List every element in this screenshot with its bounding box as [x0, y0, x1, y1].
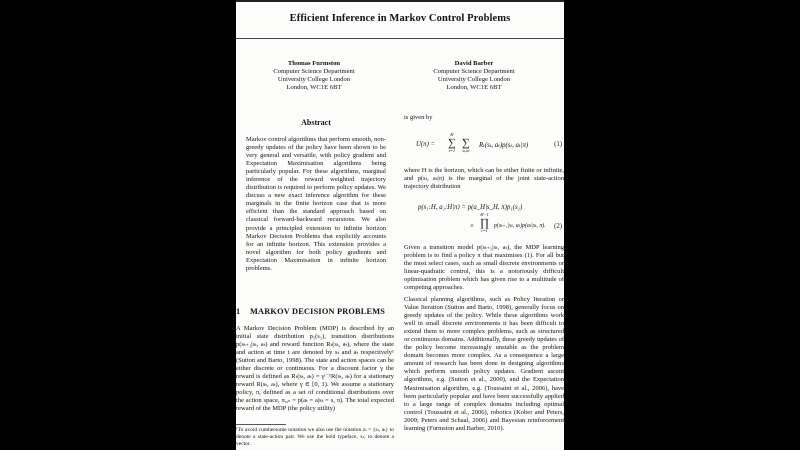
- equation-1: [404, 131, 564, 159]
- section-title: MARKOV DECISION PROBLEMS: [250, 307, 386, 316]
- product-symbol: ∏: [480, 217, 490, 229]
- paper-page: [236, 0, 564, 450]
- eq1-lhs: U(π) =: [416, 141, 436, 148]
- body-paragraph: where H is the horizon, which can be either finite or infinite, and p(sₜ, aₜ|π) is the marginal of the joint state-action trajectory distribution: [404, 167, 564, 191]
- eq2-lower-limit: t=1: [481, 228, 488, 233]
- author-univ: University College London: [437, 76, 511, 83]
- footnote: ¹To avoid cumbersome notation we also use the notation zₜ = {sₜ, aₜ} to denote a state-action pair. We use the bold typeface, xₜ, to denote a vector.: [236, 427, 394, 447]
- top-rule: [236, 0, 564, 2]
- author-city: London, WC1E 6BT: [446, 84, 502, 91]
- paper-title: Efficient Inference in Markov Control Problems: [289, 13, 511, 24]
- author-dept: Computer Science Department: [433, 68, 515, 75]
- left-body-text: [236, 325, 394, 414]
- abstract-heading: Abstract: [301, 118, 331, 127]
- body-paragraph: Given a transition model p(sₜ₊₁|sₜ, aₜ), the MDP learning problem is to find a policy π that maximises (1). For all but the most select cases, such as small discrete environments or linear-quadratic control, this is a notoriously difficult optimisation problem which has given rise to a multitude of competing approaches.: [404, 244, 564, 292]
- author-name: Thomas Furmston: [287, 60, 341, 67]
- eq2-product: [480, 212, 489, 234]
- right-paragraph-1: [404, 167, 564, 191]
- footnote-rule: [236, 424, 286, 425]
- author-city: London, WC1E 6BT: [286, 84, 342, 91]
- times-symbol: ×: [470, 223, 474, 230]
- sum-symbol: ∑: [448, 137, 456, 149]
- eq2-number: (2): [554, 223, 562, 230]
- eq1-sum-sa: [462, 138, 470, 154]
- eq1-number: (1): [554, 141, 562, 148]
- right-paragraph-3: [404, 296, 564, 433]
- author-name: David Barber: [454, 60, 494, 67]
- sum-symbol: ∑: [462, 137, 470, 149]
- section-number: 1: [236, 307, 241, 316]
- right-paragraph-2: [404, 244, 564, 292]
- body-paragraph: A Markov Decision Problem (MDP) is described by an initial state distribution p₁(s₁), transition distributions p(sₜ₊₁|sₜ, aₜ) and reward function Rₜ(sₜ, aₜ), where the state and action at time t are denoted by sₜ and aₜ respectively¹ (Sutton and Barto, 1998). The state and action spaces can be either discrete or continuous. For a discount factor γ the reward is defined as Rₜ(sₜ, aₜ) = γᵗ⁻¹R(sₜ, aₜ) for a stationary reward R(sₜ, aₜ), where γ ∈ [0, 1). We assume a stationary policy, π, defined as a set of conditional distributions over the action space, πₐ,ₛ = p(aₜ = a|sₜ = s, π). The total expected reward of the MDP (the policy utility): [236, 325, 394, 413]
- eq1-lower-limit: t=1: [448, 148, 456, 153]
- body-paragraph: Classical planning algorithms, such as Policy Iteration or Value Iteration (Sutton and Barto, 1998), generally focus on greedy updates of the policy. While these algorithms work well in small discrete environments it has been difficult to extend them to more complex problems, such as structured or continuous domains. Additionally, these greedy updates of the policy become increasingly unstable as the problem domain becomes more complex. As a consequence a large amount of research has been done in designing algorithms which perform smooth policy updates. Gradient ascent algorithms, e.g. (Sutton et al., 2000), and the Expectation Maximisation algorithm, e.g. (Toussaint et al., 2006), have been particularly popular and have been successfully applied to a large range of complex domains including optimal control (Toussaint et al., 2006), robotics (Kober and Peters, 2009; Peters and Schaal, 2006) and Bayesian reinforcement learning (Furmston and Barber, 2010).: [404, 296, 564, 432]
- section-heading: [236, 307, 385, 316]
- author-2: [414, 60, 534, 92]
- abstract-paragraph: Markov control algorithms that perform smooth, non-greedy updates of the policy have been shown to be very general and versatile, with policy gradient and Expectation Maximisation algorithms being particularly popular. For these algorithms, marginal inference of the reward weighted trajectory distribution is required to perform policy updates. We discuss a new exact inference algorithm for these marginals in the finite horizon case that is more efficient than the standard approach based on classical forward-backward recursions. We also provide a principled extension to infinite horizon Markov Decision Problems that explicitly accounts for an infinite horizon. This extension provides a novel algorithm for both policy gradients and Expectation Maximisation in infinite horizon problems.: [246, 136, 386, 272]
- title-rule: [236, 38, 564, 39]
- author-dept: Computer Science Department: [273, 68, 355, 75]
- equation-2: [404, 202, 564, 238]
- eq2-line1: p(s₁:H, a₁:H|π) = p(a_H|s_H, π)p₁(s₁): [418, 204, 523, 211]
- eq1-rhs: Rₜ(sₜ, aₜ)p(sₜ, aₜ|π): [479, 142, 529, 149]
- author-1: [254, 60, 374, 92]
- right-intro: is given by: [404, 114, 433, 121]
- eq1-lower-limit-sa: sₜ,aₜ: [462, 148, 470, 153]
- abstract-text: [246, 136, 386, 273]
- eq1-sum-t: [448, 132, 456, 154]
- eq1-upper-limit: H: [450, 132, 454, 137]
- eq2-line2: p(sₜ₊₁|sₜ, aₜ)p(aₜ|sₜ, π).: [494, 223, 546, 229]
- eq2-upper-limit: H−1: [480, 212, 489, 217]
- author-univ: University College London: [277, 76, 351, 83]
